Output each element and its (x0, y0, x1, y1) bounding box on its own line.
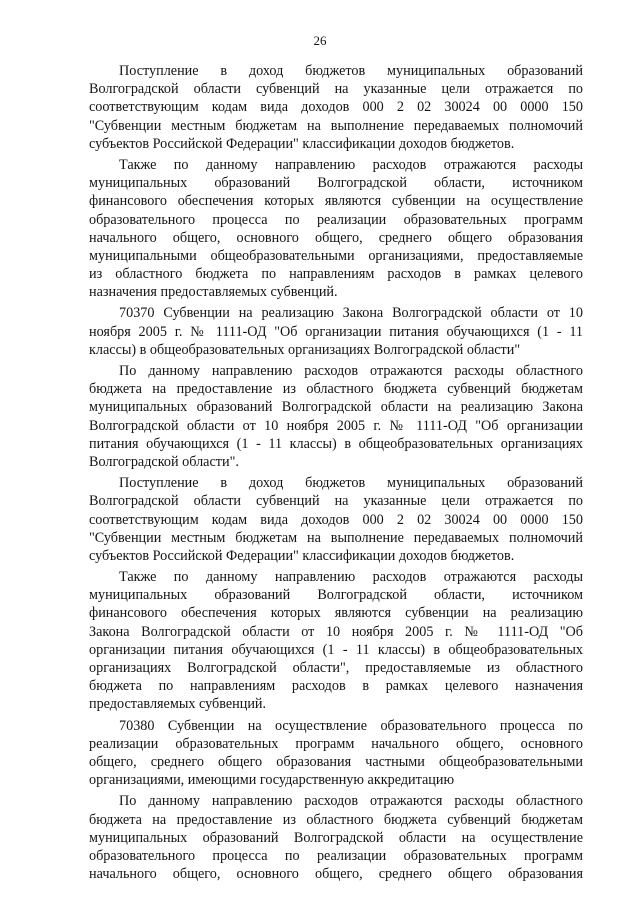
text-line: 70370 Субвенции на реализацию Закона Волгоградской области от 10 (119, 305, 583, 322)
text-line: муниципальных образований Волгоградской области на осуществление (89, 829, 583, 846)
text-line: ноября 2005 г. № 1111-ОД "Об организации питания обучающихся (1 - 11 (89, 323, 583, 340)
page-number: 26 (313, 33, 327, 48)
text-line: предоставляемых субвенций. (89, 696, 267, 713)
text-line: По данному направлению расходов отражаются расходы областного (119, 363, 583, 379)
paragraph (89, 62, 583, 153)
text-line: бюджета по направлениям расходов в рамках целевого назначения (89, 678, 583, 695)
paragraph (89, 474, 583, 565)
text-line: Поступление в доход бюджетов муниципальных образований (119, 475, 583, 492)
text-line: из областного бюджета по направлениям расходов в рамках целевого (89, 266, 583, 283)
text-line: Волгоградской области субвенций на указанные цели отражается по (89, 81, 583, 98)
text-line: муниципальных образований Волгоградской области, источником (89, 587, 583, 604)
text-line: организации питания обучающихся (1 - 11 классы) в общеобразовательных (89, 641, 583, 658)
text-line: соответствующим кодам вида доходов 000 2 02 30024 00 0000 150 (89, 511, 583, 528)
text-line: субъектов Российской Федерации" классификации доходов бюджетов. (89, 135, 515, 152)
text-line: организациях Волгоградской области", предоставляемые из областного (89, 660, 583, 676)
text-line: соответствующим кодам вида доходов 000 2 02 30024 00 0000 150 (89, 99, 583, 116)
body-text (89, 62, 583, 886)
paragraph (89, 156, 583, 302)
text-line: назначения предоставляемых субвенций. (89, 284, 338, 301)
text-line: муниципальными общеобразовательными организациями, предоставляемые (89, 247, 583, 264)
text-line: начального общего, основного общего, среднего общего образования (89, 229, 583, 246)
text-line: бюджета на предоставление из областного бюджета субвенций бюджетам (89, 811, 583, 828)
text-line: Волгоградской области субвенций на указанные цели отражается по (89, 493, 583, 510)
text-line: финансового обеспечения которых являются субвенции на осуществление (89, 193, 583, 210)
text-line: Волгоградской области от 10 ноября 2005 г. № 1111-ОД "Об организации (89, 417, 583, 434)
text-line: классы) в общеобразовательных организациях Волгоградской области" (89, 341, 521, 358)
paragraph (89, 362, 583, 471)
text-line: питания обучающихся (1 - 11 классы) в общеобразовательных организациях (89, 435, 583, 452)
text-line: образовательного процесса по реализации образовательных программ (89, 847, 583, 864)
text-line: 70380 Субвенции на осуществление образовательного процесса по (119, 717, 583, 734)
text-line: "Субвенции местным бюджетам на выполнение передаваемых полномочий (89, 117, 583, 134)
text-line: Поступление в доход бюджетов муниципальных образований (119, 63, 583, 79)
text-line: муниципальных образований Волгоградской области на реализацию Закона (89, 399, 583, 416)
text-line: образовательного процесса по реализации образовательных программ (89, 211, 583, 228)
text-line: реализации образовательных программ начального общего, основного (89, 735, 583, 752)
text-line: муниципальных образований Волгоградской области, источником (89, 175, 583, 192)
text-line: бюджета на предоставление из областного бюджета субвенций бюджетам (89, 381, 583, 398)
paragraph (89, 792, 583, 883)
text-line: начального общего, основного общего, среднего общего образования (89, 866, 583, 883)
text-line: Волгоградской области". (89, 453, 239, 470)
text-line: общего, среднего общего образования частными общеобразовательными (89, 753, 583, 770)
text-line: Также по данному направлению расходов отражаются расходы (119, 569, 583, 586)
paragraph (89, 717, 583, 790)
paragraph (89, 568, 583, 714)
paragraph (89, 304, 583, 359)
text-line: финансового обеспечения которых являются субвенции на реализацию (89, 605, 583, 622)
text-line: По данному направлению расходов отражаются расходы областного (119, 793, 583, 810)
text-line: Также по данному направлению расходов отражаются расходы (119, 156, 583, 173)
text-line: субъектов Российской Федерации" классификации доходов бюджетов. (89, 547, 515, 564)
text-line: Закона Волгоградской области от 10 ноября 2005 г. № 1111-ОД "Об (89, 623, 583, 640)
text-line: организациями, имеющими государственную аккредитацию (89, 772, 455, 789)
text-line: "Субвенции местным бюджетам на выполнение передаваемых полномочий (89, 529, 583, 546)
